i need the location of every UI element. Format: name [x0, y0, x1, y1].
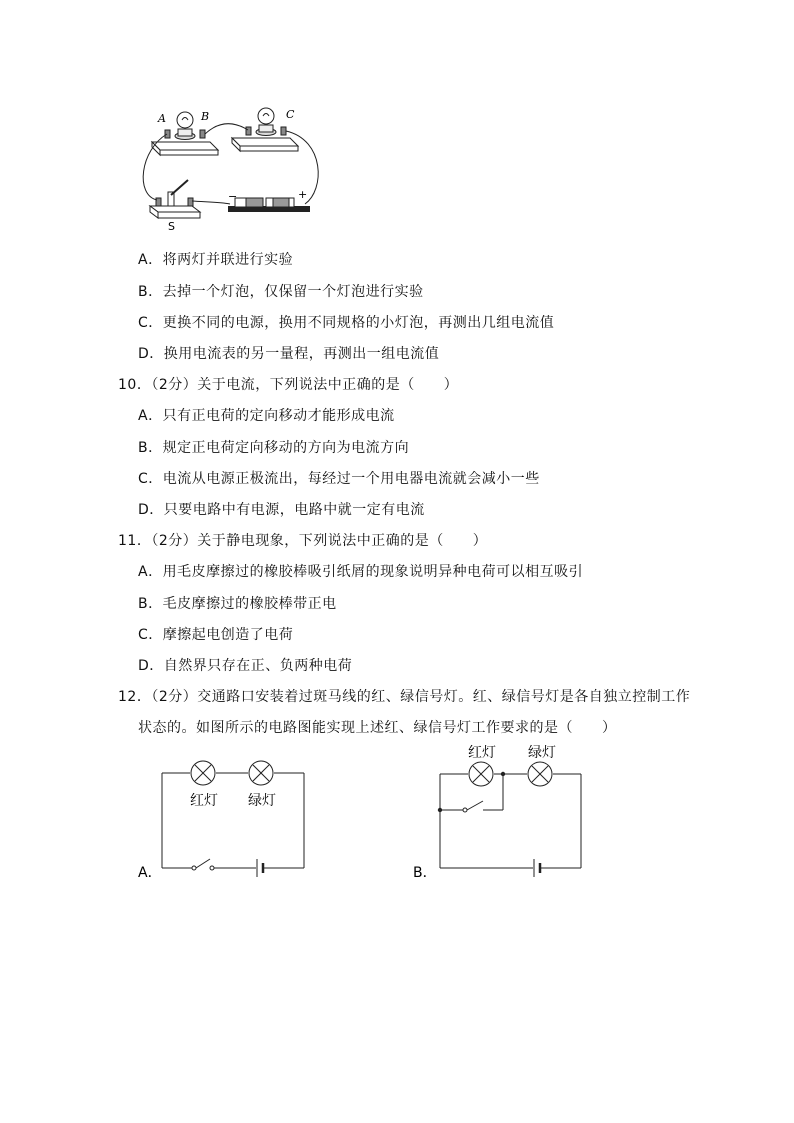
junction-dot-top: [501, 772, 505, 776]
q10-option-b: B．规定正电荷定向移动的方向为电流方向: [138, 440, 410, 456]
label-c: C: [286, 108, 295, 121]
q11-stem: 11．（2分）关于静电现象，下列说法中正确的是（ ）: [118, 533, 488, 549]
battery-icon: [534, 859, 540, 877]
q11-option-b: B．毛皮摩擦过的橡胶棒带正电: [138, 596, 337, 612]
switch-icon: [463, 808, 467, 812]
switch-icon: [192, 866, 214, 870]
q9-option-d: D．换用电流表的另一量程，再测出一组电流值: [138, 346, 440, 362]
q9-option-b: B．去掉一个灯泡，仅保留一个灯泡进行实验: [138, 284, 424, 300]
green-lamp-icon: [249, 761, 273, 785]
green-lamp-label-b: 绿灯: [528, 745, 556, 761]
label-a: A: [158, 112, 166, 125]
label-s: S: [168, 220, 175, 233]
green-lamp-icon: [528, 762, 552, 786]
option-b-label: B．: [413, 865, 437, 881]
q11-option-c: C．摩擦起电创造了电荷: [138, 627, 294, 643]
red-lamp-label-b: 红灯: [468, 745, 496, 761]
circuit-diagram-a: [130, 755, 320, 885]
q9-option-c: C．更换不同的电源，换用不同规格的小灯泡，再测出几组电流值: [138, 315, 555, 331]
q10-option-a: A．只有正电荷的定向移动才能形成电流: [138, 408, 395, 424]
switch-s: [150, 180, 200, 218]
circuit-photo-figure: [140, 100, 330, 235]
minus-sign: −: [228, 190, 238, 203]
circuit-diagram-b: [405, 740, 595, 885]
red-lamp-label-a: 红灯: [190, 793, 218, 809]
red-lamp-icon: [191, 761, 215, 785]
label-b: B: [201, 110, 210, 123]
red-lamp-icon: [469, 762, 493, 786]
q10-option-d: D．只要电路中有电源，电路中就一定有电流: [138, 502, 425, 518]
q10-stem: 10．（2分）关于电流，下列说法中正确的是（ ）: [118, 377, 459, 393]
plus-sign: +: [298, 188, 308, 201]
green-lamp-label-a: 绿灯: [248, 793, 276, 809]
junction-dot-left: [438, 808, 442, 812]
q11-option-a: A．用毛皮摩擦过的橡胶棒吸引纸屑的现象说明异种电荷可以相互吸引: [138, 564, 584, 580]
q12-stem-line2: 状态的。如图所示的电路图能实现上述红、绿信号灯工作要求的是（ ）: [138, 720, 617, 736]
option-a-label: A．: [138, 865, 162, 881]
q9-option-a: A．将两灯并联进行实验: [138, 252, 294, 268]
q11-option-d: D．自然界只存在正、负两种电荷: [138, 658, 353, 674]
q12-stem-line1: 12．（2分）交通路口安装着过斑马线的红、绿信号灯。红、绿信号灯是各自独立控制工作: [118, 689, 691, 705]
battery-icon: [257, 859, 263, 877]
q10-option-c: C．电流从电源正极流出，每经过一个用电器电流就会减小一些: [138, 471, 540, 487]
